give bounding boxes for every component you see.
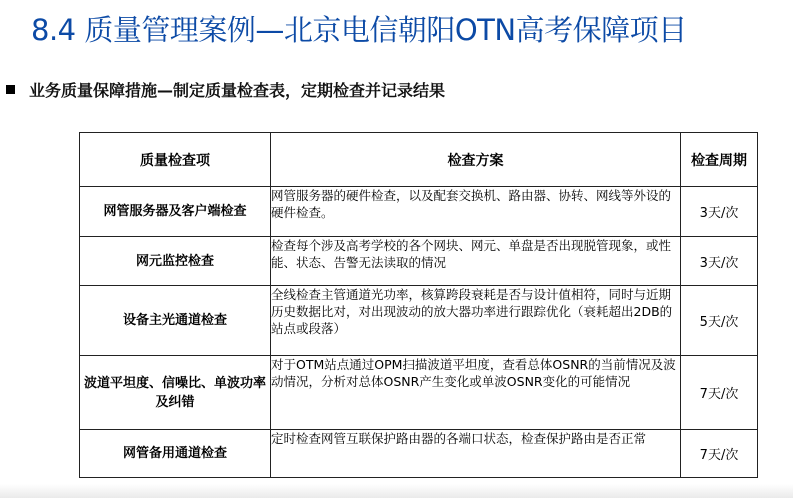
row-plan: 网管服务器的硬件检查，以及配套交换机、路由器、协转、网线等外设的硬件检查。 (271, 187, 681, 237)
bottom-shadow (0, 484, 793, 498)
table-row (80, 237, 758, 286)
header-item: 质量检查项 (80, 133, 271, 187)
quality-check-table (79, 132, 758, 478)
row-item: 网管备用通道检查 (80, 430, 271, 478)
table-row (80, 286, 758, 356)
row-item: 网管服务器及客户端检查 (80, 187, 271, 237)
row-period: 3天/次 (681, 187, 758, 237)
row-plan: 对于OTM站点通过OPM扫描波道平坦度，查看总体OSNR的当前情况及波动情况，分析对总体OSNR产生变化或单波OSNR变化的可能情况 (271, 356, 681, 430)
row-item: 波道平坦度、信噪比、单波功率及纠错 (80, 356, 271, 430)
row-item: 设备主光通道检查 (80, 286, 271, 356)
slide-subtitle: 业务质量保障措施—制定质量检查表，定期检查并记录结果 (29, 80, 446, 100)
row-period: 3天/次 (681, 237, 758, 286)
row-period: 7天/次 (681, 356, 758, 430)
slide-title: 8.4 质量管理案例—北京电信朝阳OTN高考保障项目 (31, 13, 687, 47)
table-header-row (80, 133, 758, 187)
table-row (80, 356, 758, 430)
row-plan: 定时检查网管互联保护路由器的各端口状态，检查保护路由是否正常 (271, 430, 681, 478)
row-period: 5天/次 (681, 286, 758, 356)
subtitle-row (6, 78, 445, 100)
row-plan: 全线检查主管通道光功率，核算跨段衰耗是否与设计值相符，同时与近期历史数据比对，对出现波动的放大器功率进行跟踪优化（衰耗超出2DB的站点或段落） (271, 286, 681, 356)
row-plan: 检查每个涉及高考学校的各个网块、网元、单盘是否出现脱管现象，或性能、状态、告警无法读取的情况 (271, 237, 681, 286)
square-bullet-icon (6, 85, 15, 94)
table-row (80, 430, 758, 478)
header-period: 检查周期 (681, 133, 758, 187)
row-period: 7天/次 (681, 430, 758, 478)
row-item: 网元监控检查 (80, 237, 271, 286)
table-row (80, 187, 758, 237)
header-plan: 检查方案 (271, 133, 681, 187)
